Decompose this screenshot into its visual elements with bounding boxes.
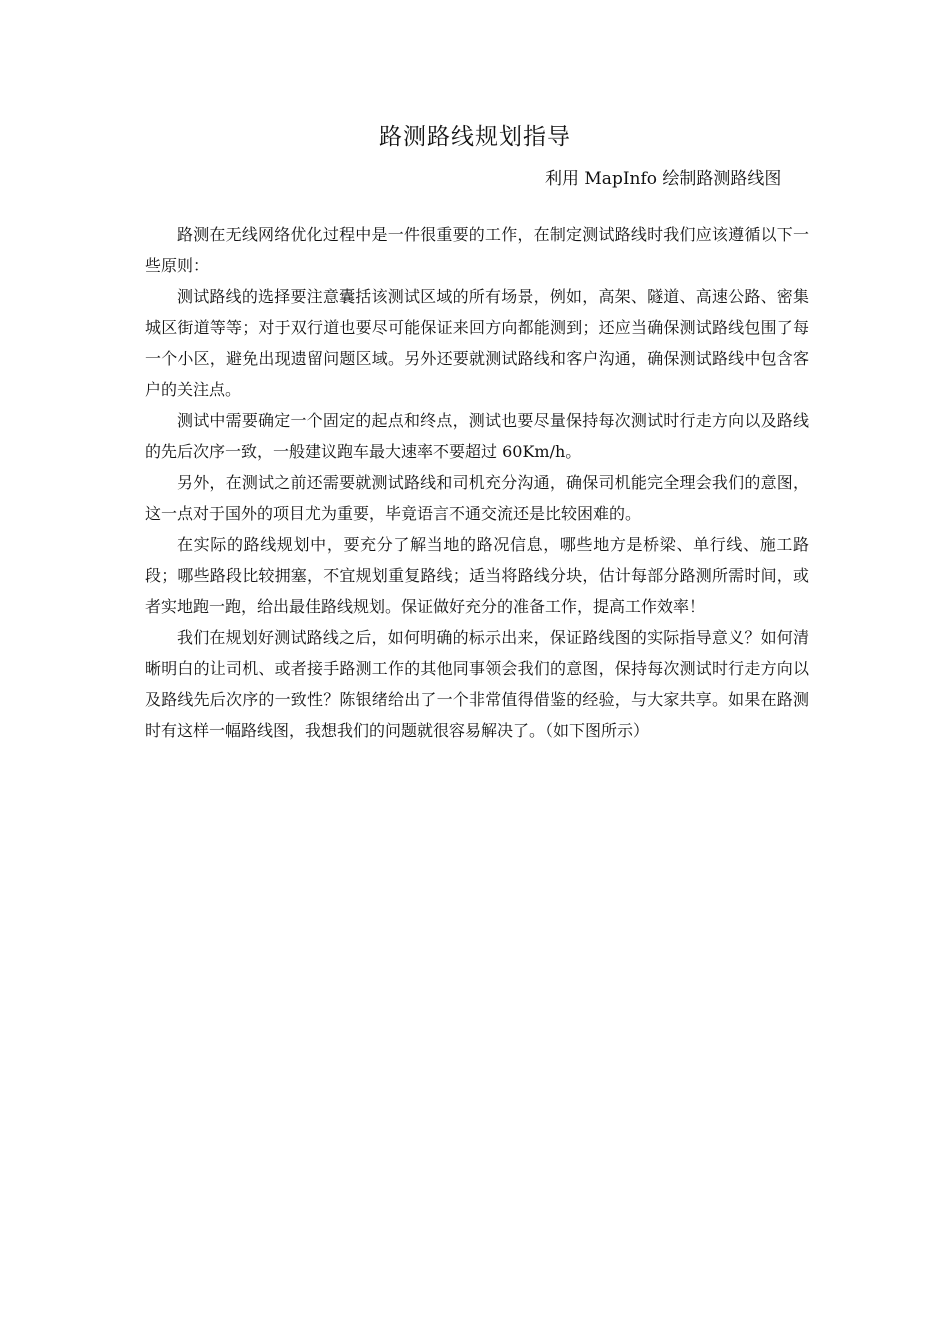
paragraph: 在实际的路线规划中，要充分了解当地的路况信息，哪些地方是桥梁、单行线、施工路段；哪些路段比较拥塞，不宜规划重复路线；适当将路线分块，估计每部分路测所需时间，或者实地跑一跑，给出最佳路线规划。保证做好充分的准备工作，提高工作效率！ <box>145 535 809 616</box>
document-title: 路测路线规划指导 <box>379 124 571 150</box>
paragraph: 另外，在测试之前还需要就测试路线和司机充分沟通，确保司机能完全理会我们的意图，这一点对于国外的项目尤为重要，毕竟语言不通交流还是比较困难的。 <box>145 473 809 523</box>
document-body <box>145 219 809 746</box>
document-subtitle: 利用 MapInfo 绘制路测路线图 <box>545 169 782 189</box>
paragraph: 测试路线的选择要注意囊括该测试区域的所有场景，例如，高架、隧道、高速公路、密集城区街道等等；对于双行道也要尽可能保证来回方向都能测到；还应当确保测试路线包围了每一个小区，避免出现遗留问题区域。另外还要就测试路线和客户沟通，确保测试路线中包含客户的关注点。 <box>145 287 809 399</box>
paragraph: 测试中需要确定一个固定的起点和终点，测试也要尽量保持每次测试时行走方向以及路线的先后次序一致，一般建议跑车最大速率不要超过 60Km/h。 <box>145 411 809 461</box>
paragraph: 路测在无线网络优化过程中是一件很重要的工作，在制定测试路线时我们应该遵循以下一些原则： <box>145 225 809 275</box>
paragraph: 我们在规划好测试路线之后，如何明确的标示出来，保证路线图的实际指导意义？如何清晰明白的让司机、或者接手路测工作的其他同事领会我们的意图，保持每次测试时行走方向以及路线先后次序的一致性？陈银绪给出了一个非常值得借鉴的经验，与大家共享。如果在路测时有这样一幅路线图，我想我们的问题就很容易解决了。（如下图所示） <box>145 628 809 740</box>
